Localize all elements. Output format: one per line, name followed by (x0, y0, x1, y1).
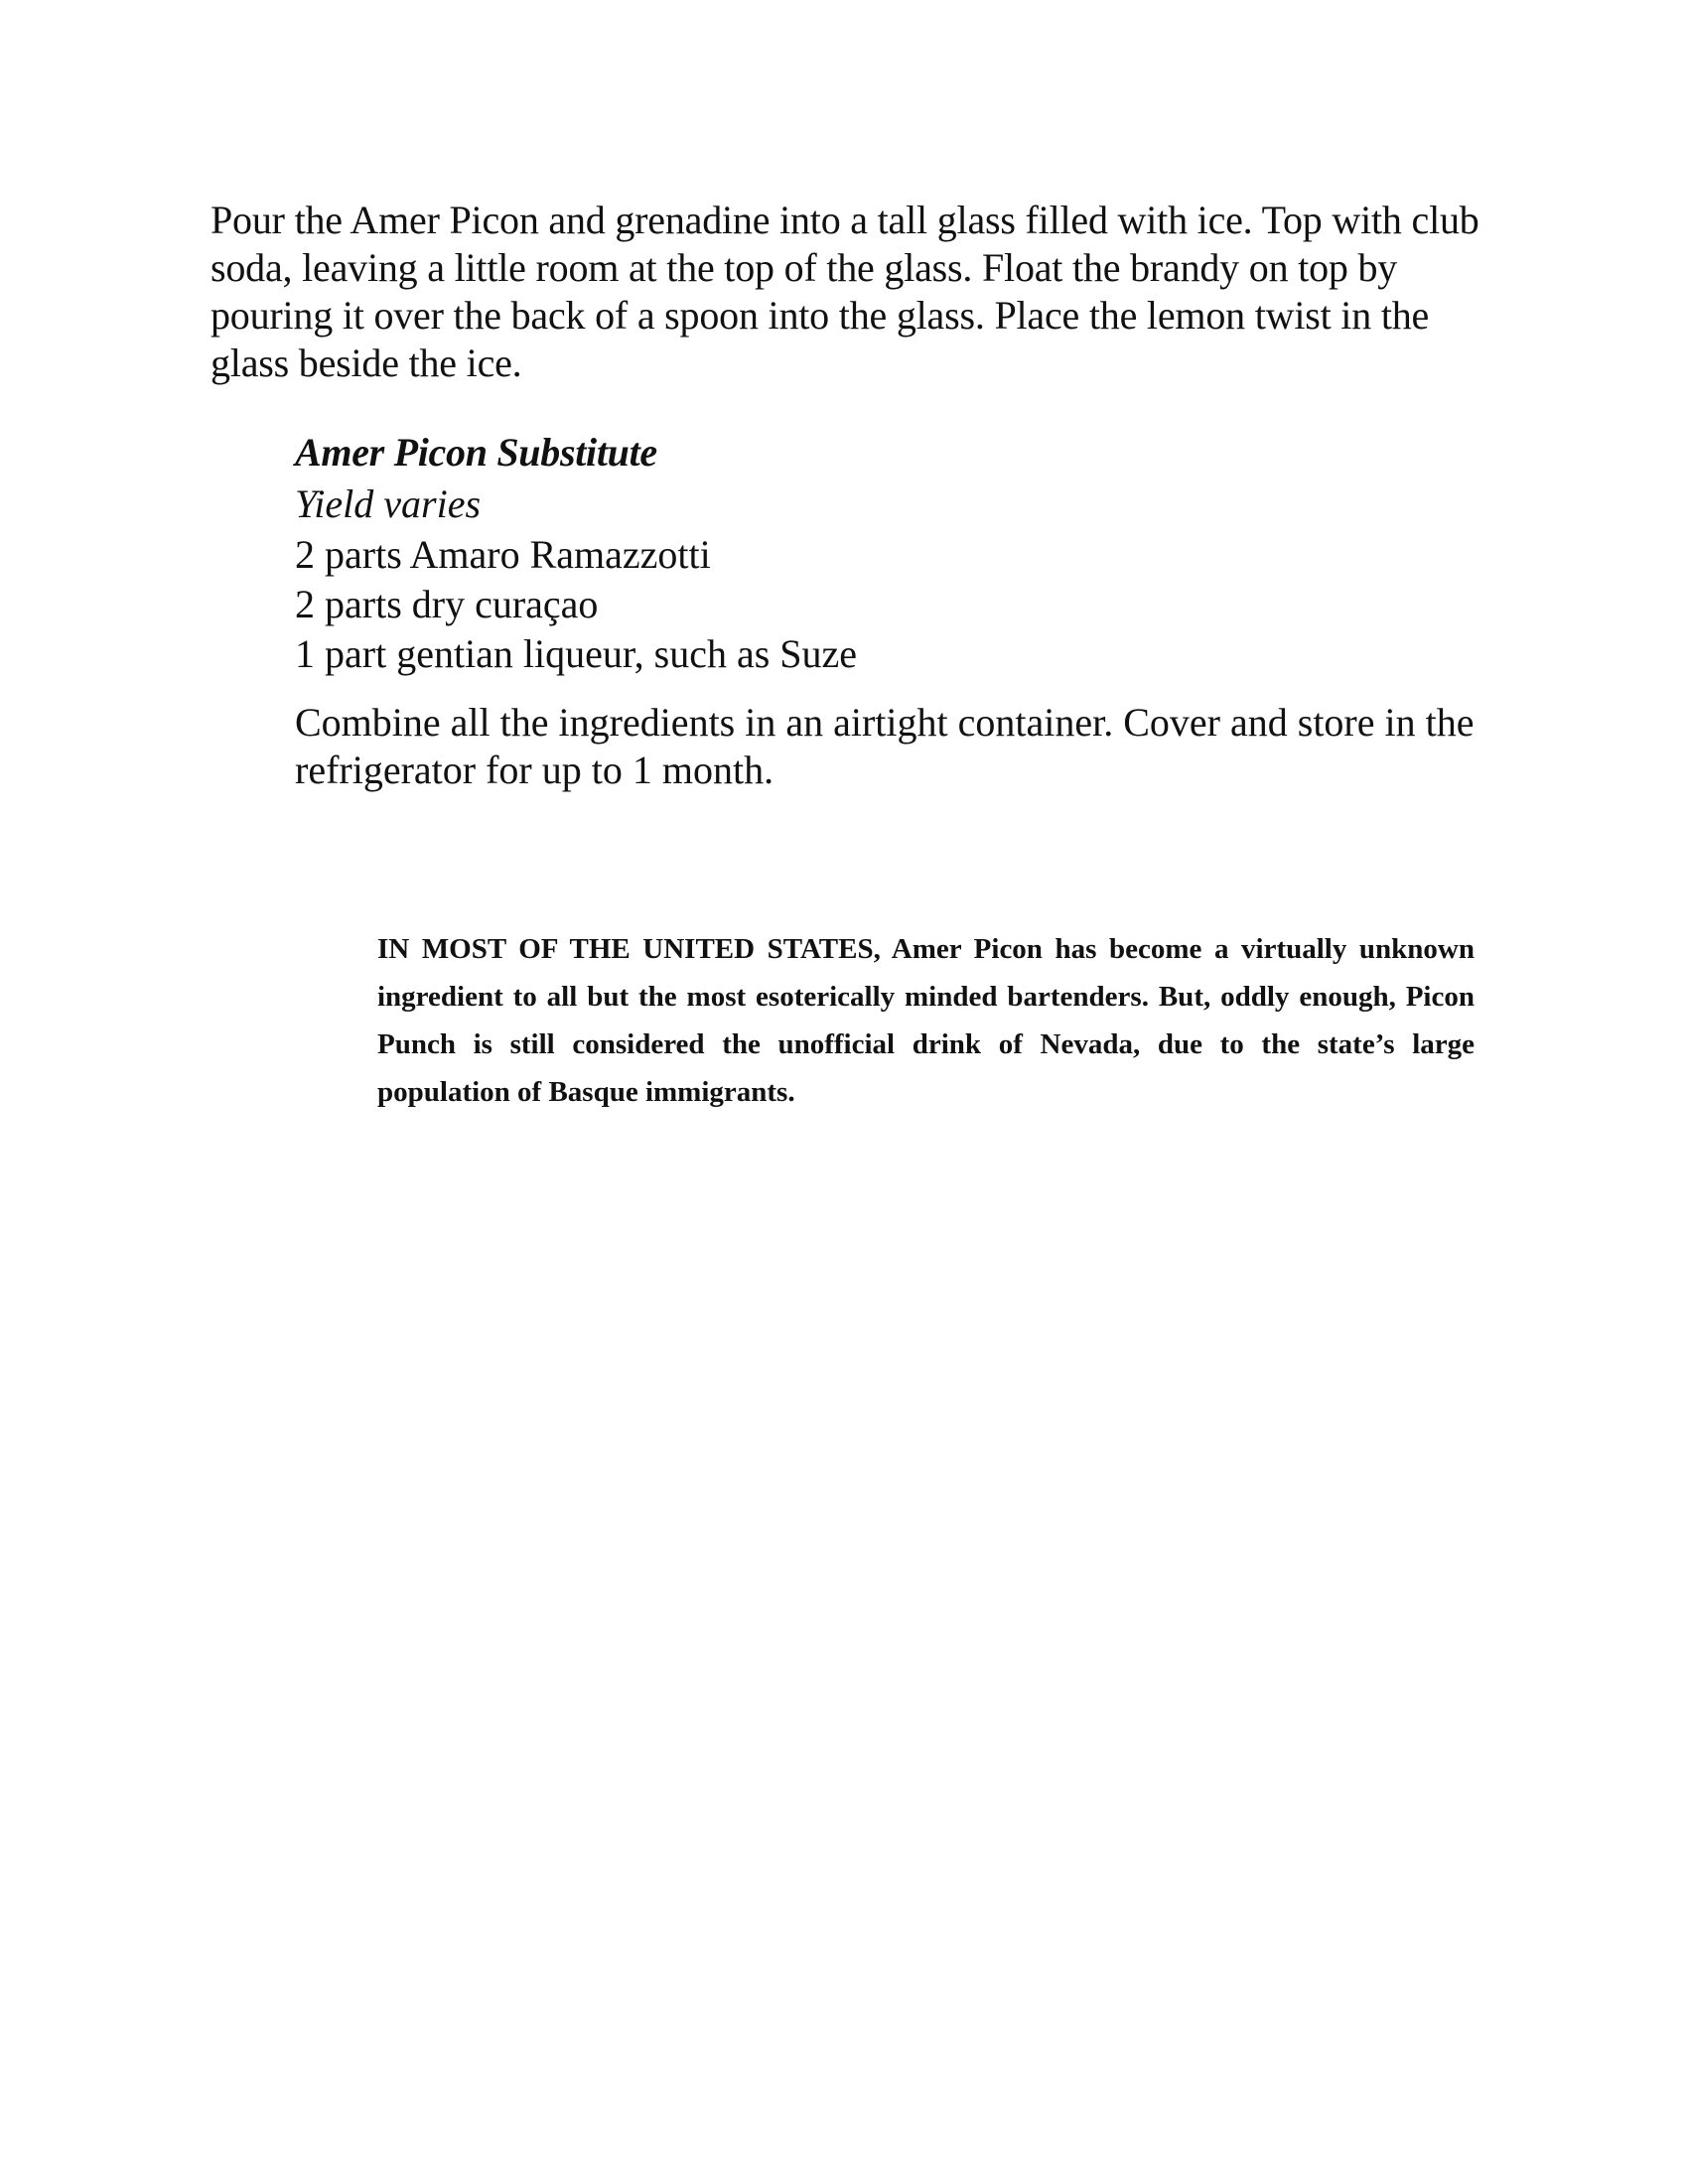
method-paragraph: Pour the Amer Picon and grenadine into a tall glass filled with ice. Top with club soda, leaving a little room at the top of the glass. Float the brandy on top by pouring it over the back of a spoon into the glass. Place the lemon twist in the glass beside the ice. (211, 198, 1479, 385)
substitute-recipe (295, 427, 1516, 794)
recipe-method: Combine all the ingredients in an airtight container. Cover and store in the refrigerator for up to 1 month. (295, 700, 1475, 792)
recipe-yield: Yield varies (295, 481, 482, 526)
ingredient-list (295, 530, 1516, 679)
sidebar-note: IN MOST OF THE UNITED STATES, Amer Picon has become a virtually unknown ingredient to all but the most esoterically minded bartenders. But, oddly enough, Picon Punch is still considered the unofficial drink of Nevada, due to the state’s large population of Basque immigrants. (377, 933, 1475, 1108)
ingredient-item: 2 parts Amaro Ramazzotti (295, 532, 711, 577)
ingredient-item: 2 parts dry curaçao (295, 582, 599, 626)
ingredient-item: 1 part gentian liqueur, such as Suze (295, 631, 858, 676)
recipe-title: Amer Picon Substitute (295, 430, 657, 475)
